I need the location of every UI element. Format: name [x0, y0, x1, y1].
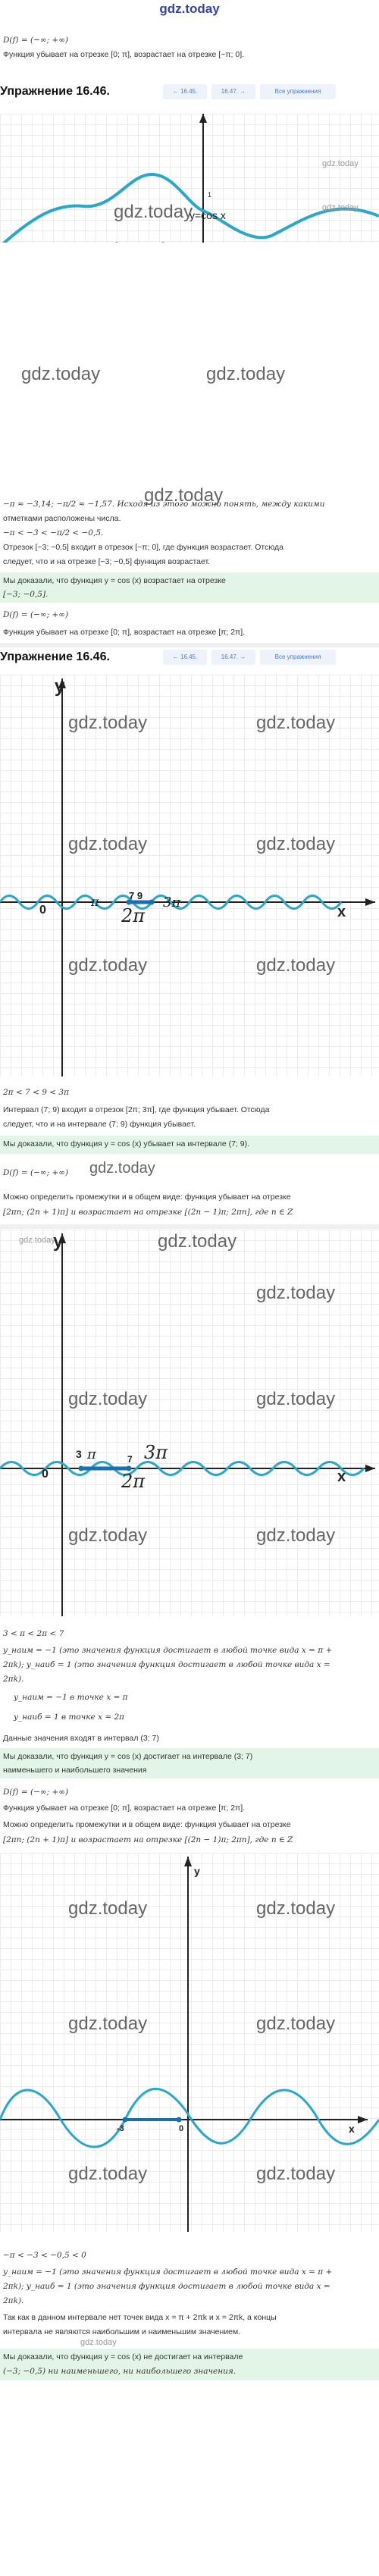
two-pi-label: 2π [121, 1471, 146, 1492]
text-line: Отрезок [−3; −0,5] входит в отрезок [−π; 0], где функция возрастает. Отсюда [3, 543, 283, 552]
watermark: gdz.today [256, 955, 336, 976]
conclusion-text: Мы доказали, что функция y = cos (x) убывает на интервале (7; 9). [3, 1139, 250, 1149]
watermark: gdz.today [21, 364, 101, 384]
bullet-item: y_наим = −1 в точке x = π [14, 1693, 128, 1702]
watermark: gdz.today [68, 1389, 148, 1409]
three-label: 3 [76, 1448, 82, 1460]
text-line: Функция убывает на отрезке [0; π], возрастает на отрезке [π; 2π]. [3, 1804, 246, 1813]
all-exercises-button[interactable]: Все упражнения [260, 650, 336, 665]
text-line: y_наим = −1 (это значения функция достигает в любой точке вида x = π + [3, 1646, 333, 1655]
watermark: gdz.today [68, 955, 148, 976]
watermark: gdz.today [256, 2013, 336, 2034]
tick-point [114, 242, 119, 243]
graph-cos-1 [0, 114, 379, 243]
next-exercise-button[interactable]: 16.47. → [211, 84, 255, 99]
graph-cos-4 [0, 1853, 379, 2232]
domain-line: D(f) = (−∞; +∞) [3, 36, 69, 45]
watermark: gdz.today [80, 2338, 117, 2347]
watermark: gdz.today [68, 1898, 148, 1919]
exercise-nav [163, 647, 375, 667]
y-axis-arrow-icon [199, 114, 207, 123]
text-line: −π < −3 < −0,5 < 0 [3, 2251, 86, 2260]
domain-line: D(f) = (−∞; +∞) [3, 1788, 69, 1797]
bullet-item: y_наиб = 1 в точке x = 2π [14, 1713, 125, 1722]
origin-label: 0 [39, 904, 46, 917]
tick-point [149, 900, 155, 905]
y-axis-label: y [194, 1865, 200, 1877]
three-pi-label: 3π [144, 1442, 168, 1463]
exercise-title: Упражнение 16.46. [0, 650, 110, 663]
watermark: gdz.today [256, 1283, 336, 1303]
prev-exercise-button[interactable]: ← 16.45. [163, 84, 207, 99]
conclusion-box [0, 2349, 379, 2380]
section-divider [0, 1224, 379, 1229]
text-line: Данные значения входят в интервал (3; 7) [3, 1734, 159, 1743]
pi-label: π [87, 1446, 96, 1462]
watermark: gdz.today [322, 203, 359, 212]
conclusion-text: Мы доказали, что функция y = cos (x) достигает на интервале (3; 7) [3, 1752, 253, 1761]
text-line: отметками расположены числа. [3, 514, 121, 523]
conclusion-text: Мы доказали, что функция y = cos (x) возрастает на отрезке [3, 576, 226, 585]
conclusion-text: Мы доказали, что функция y = cos (x) не достигает на интервале [3, 2352, 243, 2361]
tick-labels: 7 9 [129, 890, 143, 901]
graph-cos-3 [0, 1230, 379, 1616]
conclusion-box [0, 1748, 379, 1778]
pi-label: π [91, 895, 99, 909]
watermark: gdz.today [158, 1231, 237, 1252]
conclusion-text: наименьшего и наибольшего значения [3, 1766, 147, 1775]
text-line: y_наим = −1 (это значения функция достигает в любой точке вида x = π + [3, 2267, 333, 2277]
text-line: 2πk). [3, 2296, 24, 2305]
watermark: gdz.today [89, 1160, 155, 1177]
watermark: gdz.today [68, 2164, 148, 2184]
tick-point [123, 2117, 128, 2123]
y-axis-label: y [53, 1231, 64, 1252]
three-pi-label: 3π [163, 895, 181, 910]
conclusion-text: [−3; −0,5]. [3, 590, 49, 599]
origin-label: 0 [42, 1468, 49, 1481]
prev-exercise-button[interactable]: ← 16.45. [163, 650, 207, 665]
y-tick-label: 1 [208, 191, 212, 199]
watermark: gdz.today [68, 834, 148, 854]
text-line: 2πk); y_наиб = 1 (это значения функция достигает в любой точке вида x = [3, 1660, 330, 1669]
y-axis-arrow-icon [184, 1857, 192, 1866]
graph-cos-2 [0, 675, 379, 1076]
graph-cos-2-svg [0, 675, 379, 1076]
exercise-nav [163, 82, 375, 102]
text-line: 2π < 7 < 9 < 3π [3, 1088, 69, 1097]
x-axis-label: x [337, 1468, 346, 1485]
text-line: 2πk). [3, 1675, 24, 1684]
next-exercise-button[interactable]: 16.47. → [211, 650, 255, 665]
tick-point [161, 242, 165, 243]
tick-point [177, 2117, 182, 2123]
watermark: gdz.today [256, 1525, 336, 1546]
seven-label: 7 [127, 1454, 133, 1465]
watermark: gdz.today [144, 485, 224, 506]
text-line: Так как в данном интервале нет точек вида x = π + 2πk и x = 2πk, а концы [3, 2313, 277, 2322]
domain-line: D(f) = (−∞; +∞) [3, 610, 69, 619]
site-logo[interactable]: gdz.today [159, 2, 220, 16]
conclusion-box [0, 572, 379, 603]
conclusion-text: (−3; −0,5) ни наименьшего, ни наибольшего значения. [3, 2367, 236, 2376]
monotonic-text: Функция убывает на отрезке [0; π], возрастает на отрезке [−π; 0]. [3, 50, 245, 59]
text-line: следует, что и на отрезке [−3; −0,5] функция возрастает. [3, 557, 211, 566]
text-line: Можно определить промежутки и в общем виде: функция убывает на отрезке [3, 1820, 291, 1829]
text-line: Можно определить промежутки и в общем виде: функция убывает на отрезке [3, 1192, 291, 1202]
text-line: [2πn; (2n + 1)π] и возрастает на отрезке [(2n − 1)π; 2πn], где n ∈ Z [3, 1835, 293, 1844]
y-axis-label: y [55, 676, 65, 697]
x-axis-arrow-icon [365, 898, 375, 906]
x-axis-arrow-icon [358, 2116, 368, 2123]
text-line: интервала не являются наибольшим и наименьшим значением. [3, 2327, 241, 2336]
graph-cos-1-svg [0, 114, 379, 243]
watermark: gdz.today [256, 1389, 336, 1409]
text-line: −π ≈ −3,14; −π/2 ≈ −1,57. Исходя из этого можно понять, между какими [3, 500, 325, 509]
text-line: [2πn; (2n + 1)π] и возрастает на отрезке [(2n − 1)π; 2πn], где n ∈ Z [3, 1208, 293, 1217]
tick-label: -3 [117, 2124, 124, 2133]
tick-point [79, 1466, 84, 1471]
x-axis-label: x [337, 904, 346, 920]
exercise-title: Упражнение 16.46. [0, 85, 110, 98]
watermark: gdz.today [19, 1236, 55, 1245]
conclusion-box [0, 1136, 379, 1154]
monotonic-text: Функция убывает на отрезке [0; π], возрастает на отрезке [π; 2π]. [3, 628, 246, 637]
watermark: gdz.today [256, 834, 336, 854]
watermark: gdz.today [114, 202, 193, 222]
watermark: gdz.today [68, 713, 148, 733]
x-axis-arrow-icon [365, 1465, 375, 1472]
watermark: gdz.today [68, 1525, 148, 1546]
text-line: 2πk); y_наиб = 1 (это значения функция достигает в любой точке вида x = [3, 2282, 330, 2291]
watermark: gdz.today [256, 2164, 336, 2184]
all-exercises-button[interactable]: Все упражнения [260, 84, 336, 99]
text-line: Интервал (7; 9) входит в отрезок [2π; 3π], где функция убывает. Отсюда [3, 1105, 270, 1114]
text-line: следует, что и на интервале (7; 9) функция убывает. [3, 1120, 196, 1129]
watermark: gdz.today [206, 364, 286, 384]
x-axis-label: x [349, 2123, 355, 2135]
watermark: gdz.today [256, 713, 336, 733]
two-pi-label: 2π [121, 905, 146, 926]
text-line: 3 < π < 2π < 7 [3, 1629, 64, 1638]
domain-line: D(f) = (−∞; +∞) [3, 1168, 69, 1177]
graph-label: y=cos x [190, 209, 226, 221]
watermark: gdz.today [256, 1898, 336, 1919]
cos-curve [0, 2089, 379, 2147]
watermark: gdz.today [322, 159, 359, 168]
origin-label: 0 [179, 2124, 184, 2133]
watermark: gdz.today [68, 2013, 148, 2034]
text-line: −π < −3 < −π/2 < −0,5. [3, 528, 104, 537]
